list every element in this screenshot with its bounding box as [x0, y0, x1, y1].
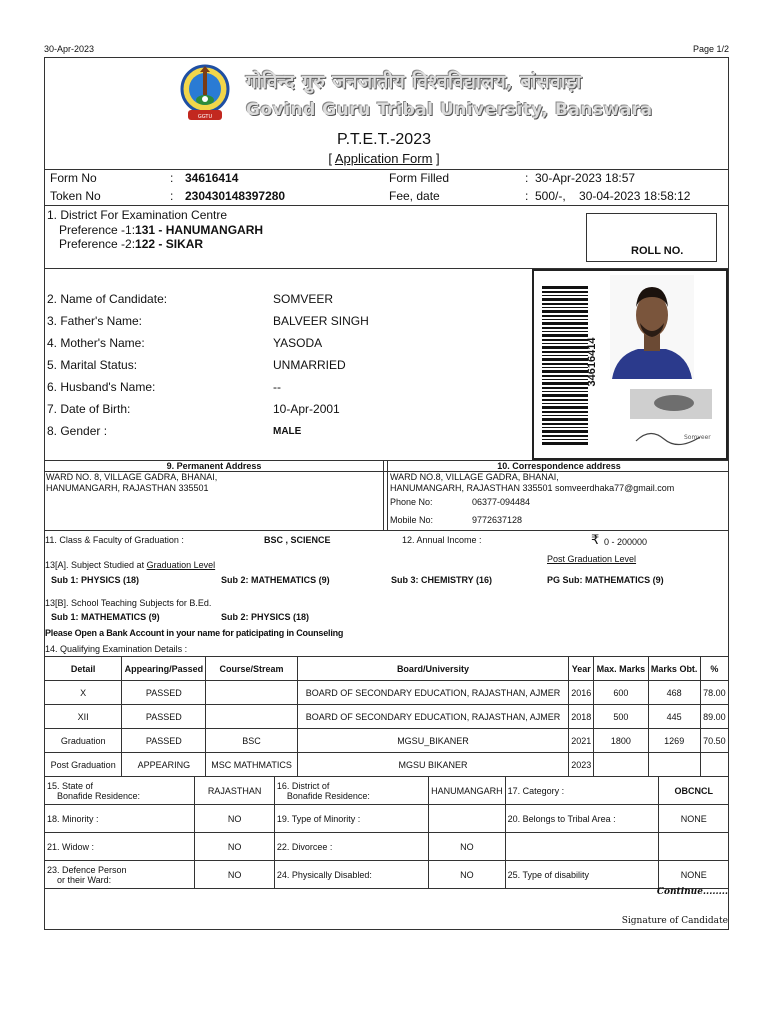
table-header-row — [45, 657, 729, 681]
exam-title: P.T.E.T.-2023 — [337, 131, 431, 148]
widow-value: NO — [195, 833, 275, 861]
print-date: 30-Apr-2023 — [44, 44, 95, 54]
grad-subject-1: Sub 1: PHYSICS (18) — [51, 575, 140, 585]
bracket-open: [ — [328, 151, 332, 166]
table-row — [45, 805, 729, 833]
table-cell: 600 — [594, 681, 648, 705]
table-cell: 500 — [594, 705, 648, 729]
physically-disabled-label: 24. Physically Disabled: — [274, 861, 428, 889]
tribal-area-value: NONE — [659, 805, 729, 833]
qualifying-exam-label: 14. Qualifying Examination Details : — [45, 644, 188, 654]
colon: : — [525, 189, 529, 203]
mother-name-value: YASODA — [273, 336, 323, 350]
table-cell: MGSU_BIKANER — [297, 729, 568, 753]
table-cell: 1800 — [594, 729, 648, 753]
table-cell — [648, 753, 700, 777]
table-cell: BSC — [206, 729, 297, 753]
token-no-value: 230430148397280 — [185, 189, 286, 203]
form-no-value: 34616414 — [185, 171, 239, 185]
district-label — [274, 777, 428, 805]
subjects-graduation-label — [45, 560, 215, 570]
table-cell: BOARD OF SECONDARY EDUCATION, RAJASTHAN, AJMER — [297, 681, 568, 705]
permanent-address-line2: HANUMANGARH, RAJASTHAN 335501 — [46, 483, 209, 493]
pg-subject: PG Sub: MATHEMATICS (9) — [547, 575, 664, 585]
rupee-icon: ₹ — [591, 532, 600, 547]
marital-status-label: 5. Marital Status: — [47, 358, 138, 372]
dob-value: 10-Apr-2001 — [273, 402, 340, 416]
father-name-value: BALVEER SINGH — [273, 314, 369, 328]
defence-label — [45, 861, 195, 889]
name-value: SOMVEER — [273, 292, 334, 306]
preference-1-label: Preference -1: — [59, 223, 136, 237]
marital-status-value: UNMARRIED — [273, 358, 346, 372]
district-label-line1: 16. District of — [276, 780, 330, 791]
roll-no-label: ROLL NO. — [631, 245, 684, 257]
roll-no-box — [586, 213, 717, 262]
header-appearing-passed: Appearing/Passed — [122, 657, 206, 681]
correspondence-address-line2: HANUMANGARH, RAJASTHAN 335501 somveerdhaka77@gmail.com — [390, 483, 675, 493]
permanent-address-line1: WARD NO. 8, VILLAGE GADRA, BHANAI, — [46, 472, 218, 482]
table-cell: PASSED — [122, 705, 206, 729]
table-cell: Graduation — [45, 729, 122, 753]
table-row — [45, 833, 729, 861]
defence-label-line2: or their Ward: — [57, 874, 112, 885]
table-cell: 70.50 — [700, 729, 728, 753]
svg-text:GGTU: GGTU — [197, 114, 213, 120]
qualifying-exam-table — [44, 656, 729, 777]
colon: : — [170, 189, 174, 203]
fee-label: Fee, date — [389, 189, 440, 203]
table-row — [45, 705, 729, 729]
widow-label: 21. Widow : — [45, 833, 195, 861]
table-cell: 2023 — [569, 753, 594, 777]
university-name-hindi: गोविन्द गुरु जनजातीय विश्वविद्यालय, बांसवाड़ा — [246, 71, 582, 93]
minority-label: 18. Minority : — [45, 805, 195, 833]
header-marks-obtained: Marks Obt. — [648, 657, 700, 681]
category-value: OBCNCL — [659, 777, 729, 805]
husband-name-label: 6. Husband's Name: — [47, 380, 156, 394]
defence-label-line1: 23. Defence Person — [47, 864, 127, 875]
divorcee-value: NO — [429, 833, 506, 861]
fee-value: 500/-, 30-04-2023 18:58:12 — [535, 189, 691, 203]
colon: : — [525, 171, 529, 185]
preference-2 — [59, 237, 203, 251]
tribal-area-label: 20. Belongs to Tribal Area : — [505, 805, 659, 833]
header-detail: Detail — [45, 657, 122, 681]
category-label: 17. Category : — [505, 777, 659, 805]
header-course-stream: Course/Stream — [206, 657, 297, 681]
empty-cell — [505, 833, 659, 861]
minority-type-value — [429, 805, 506, 833]
form-filled-value: 30-Apr-2023 18:57 — [535, 171, 636, 185]
table-cell: APPEARING — [122, 753, 206, 777]
table-cell: XII — [45, 705, 122, 729]
bracket-close: ] — [436, 151, 440, 166]
form-title — [0, 151, 768, 166]
disability-type-value: NONE — [659, 861, 729, 889]
defence-value: NO — [195, 861, 275, 889]
table-cell: 445 — [648, 705, 700, 729]
graduation-level-text: Graduation Level — [146, 560, 216, 570]
table-cell: 89.00 — [700, 705, 728, 729]
district-label-line2: Bonafide Residence: — [286, 790, 370, 801]
teaching-subject-2: Sub 2: PHYSICS (18) — [221, 612, 310, 622]
disability-type-label: 25. Type of disability — [505, 861, 659, 889]
table-row — [45, 729, 729, 753]
state-label — [45, 777, 195, 805]
colon: : — [170, 171, 174, 185]
phone-value: 06377-094484 — [472, 497, 531, 507]
candidate-signature-image — [630, 387, 712, 453]
barcode — [542, 286, 588, 448]
correspondence-address-title: 10. Correspondence address — [497, 461, 621, 471]
annual-income-label: 12. Annual Income : — [402, 535, 482, 545]
name-label: 2. Name of Candidate: — [47, 292, 168, 306]
table-cell: 468 — [648, 681, 700, 705]
permanent-address-title: 9. Permanent Address — [166, 461, 262, 471]
phone-label: Phone No: — [390, 497, 433, 507]
photo-barcode-box — [532, 269, 728, 460]
post-graduation-level-label: Post Graduation Level — [547, 554, 637, 564]
table-cell: X — [45, 681, 122, 705]
bank-account-note: Please Open a Bank Account in your name for paticipating in Counseling — [45, 628, 344, 638]
teaching-subjects-label: 13[B]. School Teaching Subjects for B.Ed. — [45, 598, 212, 608]
preference-2-value: 122 - SIKAR — [135, 237, 204, 251]
table-cell: PASSED — [122, 681, 206, 705]
signature-label: Signature of Candidate — [621, 916, 728, 926]
state-label-line1: 15. State of — [47, 780, 94, 791]
form-title-text: Application Form — [334, 151, 433, 166]
reservation-details-table — [44, 776, 729, 889]
district-value: HANUMANGARH — [429, 777, 506, 805]
grad-subject-2: Sub 2: MATHEMATICS (9) — [221, 575, 330, 585]
signature-scrawl: Somveer — [684, 434, 711, 441]
form-no-label: Form No — [50, 171, 97, 185]
grad-subject-3: Sub 3: CHEMISTRY (16) — [391, 575, 493, 585]
table-cell — [206, 705, 297, 729]
header-max-marks: Max. Marks — [594, 657, 648, 681]
minority-value: NO — [195, 805, 275, 833]
empty-cell — [659, 833, 729, 861]
header-year: Year — [569, 657, 594, 681]
table-cell: BOARD OF SECONDARY EDUCATION, RAJASTHAN, AJMER — [297, 705, 568, 729]
table-cell: MGSU BIKANER — [297, 753, 568, 777]
correspondence-address — [390, 472, 674, 494]
table-row — [45, 753, 729, 777]
table-cell: MSC MATHMATICS — [206, 753, 297, 777]
state-value: RAJASTHAN — [195, 777, 275, 805]
husband-name-value: -- — [273, 380, 281, 394]
preference-2-label: Preference -2: — [59, 237, 136, 251]
table-row — [45, 681, 729, 705]
barcode-number: 34616414 — [586, 337, 598, 387]
continue-note: Continue........ — [656, 887, 728, 897]
table-cell: 1269 — [648, 729, 700, 753]
university-name-english: Govind Guru Tribal University, Banswara — [246, 100, 653, 120]
candidate-photo — [610, 275, 694, 379]
table-cell — [206, 681, 297, 705]
correspondence-address-line1: WARD NO.8, VILLAGE GADRA, BHANAI, — [390, 472, 559, 482]
preference-1 — [59, 223, 263, 237]
table-cell: 2016 — [569, 681, 594, 705]
mobile-label: Mobile No: — [390, 515, 434, 525]
table-cell: PASSED — [122, 729, 206, 753]
teaching-subject-1: Sub 1: MATHEMATICS (9) — [51, 612, 160, 622]
graduation-class-label: 11. Class & Faculty of Graduation : — [45, 535, 184, 545]
token-no-label: Token No — [50, 189, 101, 203]
father-name-label: 3. Father's Name: — [47, 314, 142, 328]
table-cell: 2021 — [569, 729, 594, 753]
subjects-label-text: 13[A]. Subject Studied at — [45, 560, 147, 570]
university-logo — [180, 62, 230, 124]
page-number: Page 1/2 — [692, 44, 729, 54]
table-row — [45, 777, 729, 805]
gender-label: 8. Gender : — [47, 424, 108, 438]
header-board-university: Board/University — [297, 657, 568, 681]
mobile-value: 9772637128 — [472, 515, 523, 525]
physically-disabled-value: NO — [429, 861, 506, 889]
table-cell — [594, 753, 648, 777]
preference-1-value: 131 - HANUMANGARH — [135, 223, 264, 237]
dob-label: 7. Date of Birth: — [47, 402, 131, 416]
state-label-line2: Bonafide Residence: — [57, 790, 141, 801]
header-percent: % — [700, 657, 728, 681]
form-filled-label: Form Filled — [389, 171, 450, 185]
divorcee-label: 22. Divorcee : — [274, 833, 428, 861]
permanent-address — [46, 472, 217, 494]
exam-centre-label: 1. District For Examination Centre — [47, 208, 228, 222]
gender-value: MALE — [273, 426, 302, 437]
table-row — [45, 861, 729, 889]
mother-name-label: 4. Mother's Name: — [47, 336, 145, 350]
table-cell — [700, 753, 728, 777]
annual-income-value: 0 - 200000 — [604, 537, 648, 547]
table-cell: 78.00 — [700, 681, 728, 705]
table-cell: 2018 — [569, 705, 594, 729]
table-cell: Post Graduation — [45, 753, 122, 777]
minority-type-label: 19. Type of Minority : — [274, 805, 428, 833]
graduation-class-value: BSC , SCIENCE — [264, 535, 331, 545]
